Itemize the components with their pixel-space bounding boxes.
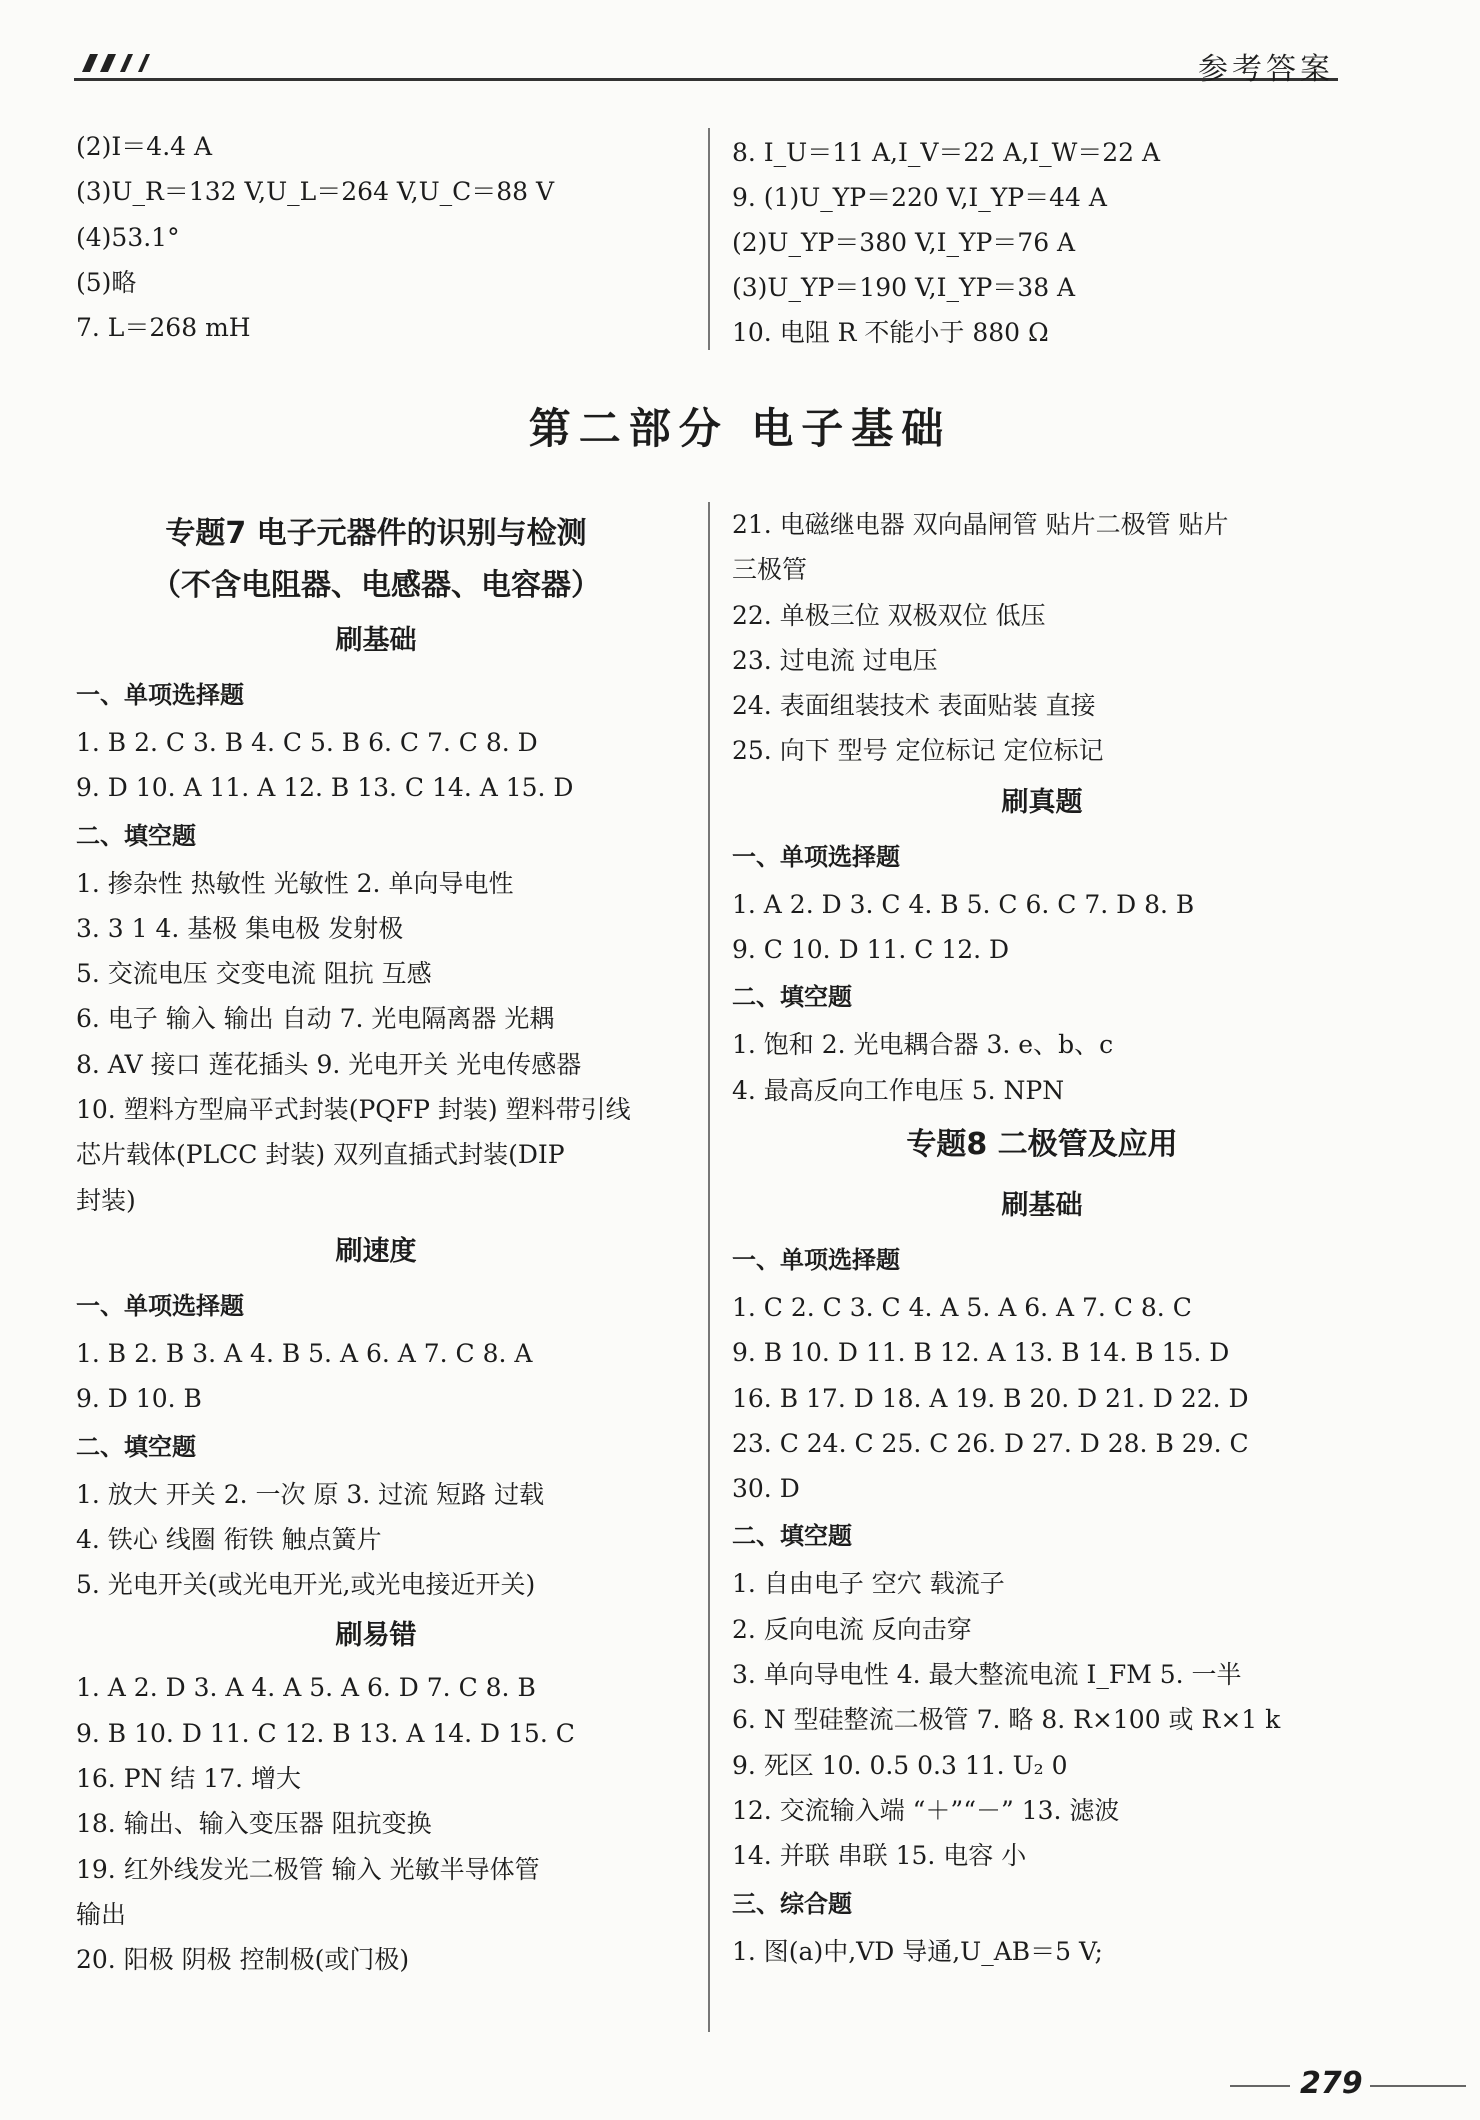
answer-line: 1. 放大 开关 2. 一次 原 3. 过流 短路 过载 [76,1479,545,1509]
answer-block [76,1331,676,1422]
answer-line: 1. 图(a)中,VD 导通,U_AB＝5 V; [732,1936,1103,1966]
answer-line: (2)U_YP＝380 V,I_YP＝76 A [732,228,1076,257]
answer-line: 三极管 [732,555,808,585]
answer-line: 20. 阳极 阴极 控制极(或门极) [76,1945,410,1975]
left-column [76,508,676,1983]
answer-line: 3. 3 1 4. 基极 集电极 发射极 [76,913,404,943]
answer-line: 21. 电磁继电器 双向晶闸管 贴片二极管 贴片 [732,510,1229,539]
answer-line: 22. 单极三位 双极双位 低压 [732,600,1046,630]
answer-line: 10. 塑料方型扁平式封装(PQFP 封装) 塑料带引线 [76,1095,631,1125]
question-type-heading: 二、填空题 [76,1432,196,1461]
answer-line: 5. 交流电压 交变电流 阻抗 互感 [76,959,432,989]
right-column [732,502,1352,1974]
answer-line: 9. B 10. D 11. B 12. A 13. B 14. B 15. D [732,1338,1230,1368]
answer-line: 1. B 2. C 3. B 4. C 5. B 6. C 7. C 8. D [76,728,538,757]
section-heading: 刷基础 [1001,1189,1083,1221]
answer-line: 7. L＝268 mH [76,313,251,343]
answer-line: 23. 过电流 过电压 [732,645,938,675]
answer-line: 10. 电阻 R 不能小于 880 Ω [732,318,1049,347]
answer-block [732,1929,1352,1974]
answer-line: 1. B 2. B 3. A 4. B 5. A 6. A 7. C 8. A [76,1338,533,1368]
question-type-heading: 一、单项选择题 [76,681,244,709]
answer-line: (3)U_R＝132 V,U_L＝264 V,U_C＝88 V [76,177,555,207]
answer-line: 9. 死区 10. 0.5 0.3 11. U₂ 0 [732,1750,1068,1780]
answer-line: 1. 饱和 2. 光电耦合器 3. e、b、c [732,1030,1114,1060]
part-title: 第二部分 电子基础 [528,404,952,453]
answer-line: 5. 光电开关(或光电开光,或光电接近开关) [76,1570,536,1600]
answer-line: 24. 表面组装技术 表面贴装 直接 [732,691,1096,721]
question-type-heading: 二、填空题 [76,821,196,850]
page-number-rule-left [1230,2085,1290,2087]
answer-line: 芯片载体(PLCC 封装) 双列直插式封装(DIP [76,1140,565,1170]
question-type-heading: 一、单项选择题 [76,1291,244,1320]
answer-line: 1. 掺杂性 热敏性 光敏性 2. 单向导电性 [76,868,514,898]
top-left-answers [76,124,676,350]
answer-line: 19. 红外线发光二极管 输入 光敏半导体管 [76,1854,540,1884]
answer-line: 9. D 10. A 11. A 12. B 13. C 14. A 15. D [76,773,574,803]
answer-line: 1. A 2. D 3. C 4. B 5. C 6. C 7. D 8. B [732,889,1195,919]
section-heading: 刷速度 [335,1235,417,1267]
answer-line: 9. D 10. B [76,1384,202,1414]
answer-line: 6. 电子 输入 输出 自动 7. 光电隔离器 光耦 [76,1004,555,1034]
header-decoration-icon [78,52,168,74]
answer-line: 30. D [732,1474,800,1504]
answer-block [76,861,676,1223]
answer-block [732,882,1352,973]
answer-block [732,502,1352,774]
answer-line: 6. N 型硅整流二极管 7. 略 8. R×100 或 R×1 k [732,1705,1281,1735]
answer-block [76,1472,676,1608]
topic-title: 专题7 电子元器件的识别与检测 [165,516,587,551]
answer-line: (4)53.1° [76,222,180,252]
answer-line: 23. C 24. C 25. C 26. D 27. D 28. B 29. C [732,1428,1249,1458]
question-type-heading: 二、填空题 [732,983,852,1012]
answer-block [732,1285,1352,1511]
header-title: 参考答案 [1198,52,1334,87]
answer-line: 25. 向下 型号 定位标记 定位标记 [732,736,1104,766]
answer-line: 4. 铁心 线圈 衔铁 触点簧片 [76,1524,382,1554]
answer-line: 9. B 10. D 11. C 12. B 13. A 14. D 15. C [76,1718,575,1748]
section-heading: 刷易错 [335,1620,417,1652]
page-number-rule-right [1370,2085,1466,2087]
answer-line: 9. C 10. D 11. C 12. D [732,935,1010,965]
answer-line: 18. 输出、输入变压器 阻抗变换 [76,1809,432,1839]
answer-line: 4. 最高反向工作电压 5. NPN [732,1075,1065,1105]
answer-line: 8. I_U＝11 A,I_V＝22 A,I_W＝22 A [732,138,1161,167]
answer-line: 输出 [76,1899,127,1929]
answer-line: 2. 反向电流 反向击穿 [732,1614,972,1644]
answer-line: (2)I＝4.4 A [76,132,213,161]
answer-line: 8. AV 接口 莲花插头 9. 光电开关 光电传感器 [76,1049,582,1079]
section-heading: 刷真题 [1001,786,1083,818]
section-heading: 刷基础 [335,625,417,656]
answer-block [76,720,676,811]
answer-line: 1. 自由电子 空穴 载流子 [732,1569,1005,1599]
answer-line: (3)U_YP＝190 V,I_YP＝38 A [732,273,1076,302]
question-type-heading: 三、综合题 [732,1889,852,1918]
answer-line: 16. PN 结 17. 增大 [76,1764,302,1794]
question-type-heading: 二、填空题 [732,1522,852,1551]
top-right-answers [732,130,1352,355]
answer-line: 3. 单向导电性 4. 最大整流电流 I_FM 5. 一半 [732,1660,1242,1690]
answer-line: 9. (1)U_YP＝220 V,I_YP＝44 A [732,183,1107,212]
topic-subtitle: （不含电阻器、电感器、电容器） [151,568,601,603]
question-type-heading: 一、单项选择题 [732,1245,900,1274]
answer-line: (5)略 [76,267,137,297]
header-rule [74,78,1338,81]
column-divider-top [708,128,710,350]
answer-line: 14. 并联 串联 15. 电容 小 [732,1841,1027,1871]
topic-title: 专题8 二极管及应用 [906,1126,1178,1162]
answer-line: 1. C 2. C 3. C 4. A 5. A 6. A 7. C 8. C [732,1292,1192,1322]
answer-line: 16. B 17. D 18. A 19. B 20. D 21. D 22. D [732,1383,1249,1413]
answer-block [732,1022,1352,1113]
column-divider-main [708,502,710,2032]
answer-block [76,1665,676,1982]
answer-line: 1. A 2. D 3. A 4. A 5. A 6. D 7. C 8. B [76,1673,536,1703]
answer-block [732,1561,1352,1878]
answer-line: 封装) [76,1185,136,1215]
page-number: 279 [1300,2066,1363,2101]
answer-line: 12. 交流输入端 “＋”“－” 13. 滤波 [732,1795,1120,1825]
question-type-heading: 一、单项选择题 [732,842,900,871]
